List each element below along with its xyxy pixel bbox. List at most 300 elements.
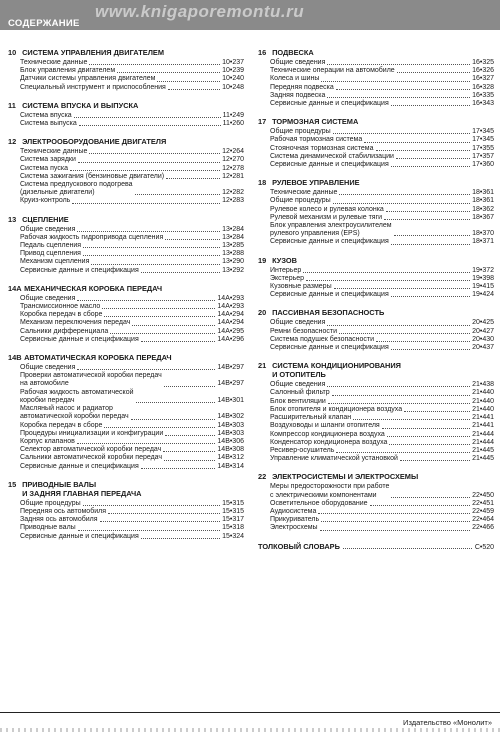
toc-section xyxy=(258,117,494,169)
section-title: ЭЛЕКТРООБОРУДОВАНИЕ ДВИГАТЕЛЯ xyxy=(22,137,167,147)
toc-entry[interactable] xyxy=(8,173,244,181)
toc-entry-label: Блок отопителя и кондиционера воздуха xyxy=(270,405,403,413)
toc-entry-page: 14A•293 xyxy=(217,303,244,311)
toc-entry-page: 14B•303 xyxy=(217,429,244,437)
toc-entry-page: 22•459 xyxy=(472,507,494,515)
toc-entry-label: Рабочая жидкость гидропривода сцепления xyxy=(20,233,164,241)
toc-entry[interactable] xyxy=(258,67,494,75)
toc-entry[interactable] xyxy=(258,455,494,463)
dot-leader xyxy=(164,386,216,387)
toc-entry[interactable] xyxy=(258,197,494,205)
section-title: ПРИВОДНЫЕ ВАЛЫ И ЗАДНЯЯ ГЛАВНАЯ ПЕРЕДАЧА xyxy=(22,479,142,498)
toc-entry-label: Сервисные данные и спецификация xyxy=(20,462,139,470)
dot-leader xyxy=(102,308,215,309)
toc-entry-label: Сервисные данные и спецификация xyxy=(270,344,389,352)
toc-section xyxy=(258,256,494,300)
toc-entry[interactable] xyxy=(258,206,494,214)
toc-entry-label: Компрессор кондиционера воздуха xyxy=(270,430,385,438)
toc-entry[interactable] xyxy=(258,516,494,524)
dot-leader xyxy=(376,150,471,151)
toc-entry[interactable] xyxy=(8,295,244,303)
toc-entry-page: 15•324 xyxy=(222,532,244,540)
toc-entry[interactable] xyxy=(8,258,244,266)
dot-leader xyxy=(306,280,470,281)
toc-entry-label: Рулевое колесо и рулевая колонка xyxy=(270,205,384,213)
section-heading xyxy=(258,361,494,381)
watermark-text: www.knigaporemontu.ru xyxy=(95,2,305,21)
toc-entry-page: 17•345 xyxy=(472,136,494,144)
toc-entry[interactable] xyxy=(258,414,494,422)
toc-entry[interactable] xyxy=(8,438,244,446)
toc-entry[interactable] xyxy=(8,242,244,250)
toc-entry-label: Блок управления электроусилителем рулевого управления (EPS) xyxy=(270,222,392,238)
toc-entry[interactable] xyxy=(8,120,244,128)
dot-leader xyxy=(108,513,220,514)
dot-leader xyxy=(141,341,216,342)
dot-leader xyxy=(391,166,470,167)
section-heading xyxy=(258,256,494,267)
toc-entry-label: Передняя подвеска xyxy=(270,83,334,91)
toc-entry-label: Меры предосторожности при работе с электрическими компонентами xyxy=(270,483,390,499)
dot-leader xyxy=(389,444,470,445)
dot-leader xyxy=(165,435,215,436)
toc-entry-page: 22•450 xyxy=(472,491,494,499)
toc-entry-label: Проверки автоматической коробки передач на автомобиле xyxy=(20,372,162,388)
toc-entry[interactable] xyxy=(258,389,494,397)
section-title: МЕХАНИЧЕСКАЯ КОРОБКА ПЕРЕДАЧ xyxy=(24,283,163,293)
toc-entry-label: Коробка передач в сборе xyxy=(20,311,103,319)
toc-entry[interactable] xyxy=(8,500,244,508)
section-title: ПАССИВНАЯ БЕЗОПАСНОСТЬ xyxy=(272,308,385,318)
toc-entry-label: Сервисные данные и спецификация xyxy=(20,532,139,540)
toc-entry[interactable] xyxy=(258,336,494,344)
glossary-page: C•520 xyxy=(474,543,494,551)
toc-entry-page: 21•440 xyxy=(472,397,494,405)
toc-entry[interactable] xyxy=(8,463,244,471)
toc-entry[interactable] xyxy=(258,100,494,108)
toc-entry-label: Технические данные xyxy=(20,59,88,66)
section-heading xyxy=(8,137,244,148)
dot-leader xyxy=(336,452,470,453)
toc-entry-label: Система зарядки xyxy=(20,156,76,164)
toc-entry[interactable] xyxy=(8,430,244,438)
toc-entry-label: Управление климатической установкой xyxy=(270,455,398,463)
toc-section xyxy=(8,284,244,344)
section-number: 12 xyxy=(8,137,17,147)
dot-leader xyxy=(117,72,220,73)
toc-entry-page: 22•466 xyxy=(472,524,494,532)
toc-entry[interactable] xyxy=(8,508,244,516)
toc-entry[interactable] xyxy=(8,454,244,462)
section-heading xyxy=(8,353,244,364)
toc-entry[interactable] xyxy=(258,328,494,336)
toc-entry-label: Сальники автоматической коробки передач xyxy=(20,454,163,462)
toc-entry-label: Воздуховоды и шланги отопителя xyxy=(270,422,380,430)
toc-entry[interactable] xyxy=(258,59,494,67)
toc-entry-page: 14B•306 xyxy=(217,437,244,445)
toc-entry[interactable] xyxy=(258,422,494,430)
toc-entry[interactable] xyxy=(8,59,244,67)
toc-section xyxy=(258,361,494,463)
toc-entry-label: Блок вентиляции xyxy=(270,397,326,405)
toc-entry[interactable] xyxy=(258,398,494,406)
toc-entry-label: Процедуры инициализации и конфигурации xyxy=(20,429,164,437)
toc-section xyxy=(258,178,494,246)
toc-entry-page: 21•441 xyxy=(472,422,494,430)
toc-entry-page: 12•282 xyxy=(222,189,244,197)
section-title: СИСТЕМА КОНДИЦИОНИРОВАНИЯ И ОТОПИТЕЛЬ xyxy=(272,361,401,380)
toc-entry-label: Круиз-контроль xyxy=(20,197,71,205)
toc-entry[interactable] xyxy=(8,165,244,173)
section-title: ПОДВЕСКА xyxy=(272,48,314,57)
toc-entry-page: 13•292 xyxy=(222,266,244,274)
toc-entry[interactable] xyxy=(8,405,244,421)
toc-entry-page: 14A•296 xyxy=(217,335,244,343)
toc-entry-label: Система впуска xyxy=(20,111,72,119)
toc-entry[interactable] xyxy=(8,112,244,120)
dot-leader xyxy=(391,349,470,350)
toc-entry-page: 21•444 xyxy=(472,430,494,438)
toc-entry-label: Рабочая жидкость автоматической коробки передач xyxy=(20,388,134,404)
toc-entry-page: 14B•312 xyxy=(217,454,244,462)
section-title: ТОРМОЗНАЯ СИСТЕМА xyxy=(272,117,359,127)
dot-leader xyxy=(157,81,220,82)
toc-entry[interactable] xyxy=(258,447,494,455)
dot-leader xyxy=(396,158,470,159)
toc-entry-label: Электросхемы xyxy=(270,524,318,532)
toc-entry-label: Салонный фильтр xyxy=(270,389,330,397)
dot-leader xyxy=(104,427,215,428)
dot-leader xyxy=(89,153,220,154)
dot-leader xyxy=(168,89,220,90)
toc-entry-label: Прикуриватель xyxy=(270,516,320,524)
toc-entry-label: Ресивер-осушитель xyxy=(270,446,335,454)
toc-entry-page: 13•284 xyxy=(222,233,244,241)
section-number: 19 xyxy=(258,255,267,265)
dot-leader xyxy=(83,255,220,256)
dot-leader xyxy=(77,300,215,301)
toc-entry[interactable] xyxy=(258,291,494,299)
toc-entry[interactable] xyxy=(258,75,494,83)
section-title: ЭЛЕКТРОСИСТЕМЫ И ЭЛЕКТРОСХЕМЫ xyxy=(272,472,419,482)
dot-leader xyxy=(327,325,470,326)
toc-entry-label: Сервисные данные и спецификация xyxy=(270,238,389,246)
toc-entry[interactable] xyxy=(258,483,494,499)
toc-entry-label: Система выпуска xyxy=(20,120,77,128)
toc-entry[interactable] xyxy=(8,389,244,405)
toc-section xyxy=(8,480,244,541)
dot-leader xyxy=(100,521,221,522)
section-heading xyxy=(8,215,244,226)
dot-leader xyxy=(79,125,221,126)
toc-entry[interactable] xyxy=(258,500,494,508)
dot-leader xyxy=(78,162,220,163)
toc-entry-label: Сальники дифференциала xyxy=(20,327,109,335)
toc-entry[interactable] xyxy=(8,84,244,92)
toc-entry[interactable] xyxy=(258,136,494,144)
section-title: КУЗОВ xyxy=(272,255,297,265)
toc-entry-page: 16•328 xyxy=(472,83,494,91)
toc-entry[interactable] xyxy=(8,67,244,75)
toc-section xyxy=(8,101,244,128)
section-heading xyxy=(8,48,244,59)
dot-leader xyxy=(336,89,470,90)
toc-entry[interactable] xyxy=(8,516,244,524)
toc-entry-label: Конденсатор кондиционера воздуха xyxy=(270,438,388,446)
toc-entry-page: 13•290 xyxy=(222,258,244,266)
toc-entry-page: 20•425 xyxy=(472,319,494,327)
toc-entry-page: 13•285 xyxy=(222,242,244,250)
toc-entry-label: Трансмиссионное масло xyxy=(20,303,101,311)
dot-leader xyxy=(83,247,220,248)
toc-entry[interactable] xyxy=(258,508,494,516)
toc-entry[interactable] xyxy=(258,145,494,153)
toc-entry[interactable] xyxy=(8,422,244,430)
toc-entry-label: Ремни безопасности xyxy=(270,327,338,335)
toc-entry-label: Передняя ось автомобиля xyxy=(20,507,106,515)
dot-leader xyxy=(165,239,220,240)
toc-entry-label: Система пуска xyxy=(20,164,68,172)
section-number: 22 xyxy=(258,472,267,482)
toc-entry-label: Стояночная тормозная система xyxy=(270,144,374,152)
glossary-entry[interactable] xyxy=(258,542,494,551)
dot-leader xyxy=(339,333,470,334)
toc-entry-label: Задняя подвеска xyxy=(270,91,326,99)
dot-leader xyxy=(332,395,470,396)
toc-entry-label: Система подушек безопасности xyxy=(270,335,375,343)
section-heading xyxy=(258,308,494,319)
toc-entry-page: 18•367 xyxy=(472,213,494,221)
toc-entry-label: Общие сведения xyxy=(20,225,76,233)
toc-right-column xyxy=(258,48,494,551)
toc-entry-page: 16•335 xyxy=(472,91,494,99)
page-header xyxy=(0,0,500,30)
dot-leader xyxy=(77,443,216,444)
section-heading xyxy=(8,480,244,500)
toc-entry[interactable] xyxy=(258,319,494,327)
toc-entry-page: 10•239 xyxy=(222,67,244,75)
dot-leader xyxy=(77,369,215,370)
toc-entry-label: Кузовные размеры xyxy=(270,283,332,291)
toc-entry-page: 11•260 xyxy=(222,120,244,128)
toc-entry-label: Колеса и шины xyxy=(270,75,320,83)
toc-entry[interactable] xyxy=(8,336,244,344)
dot-leader xyxy=(72,203,220,204)
dot-leader xyxy=(110,333,215,334)
toc-entry-page: 19•372 xyxy=(472,266,494,274)
dot-leader xyxy=(318,513,470,514)
toc-entry[interactable] xyxy=(8,524,244,532)
toc-entry-label: Система динамической стабилизации xyxy=(270,152,394,160)
dot-leader xyxy=(91,264,220,265)
toc-entry[interactable] xyxy=(258,406,494,414)
publisher-label: Издательство «Монолит» xyxy=(403,718,492,727)
section-number: 17 xyxy=(258,117,267,127)
toc-entry[interactable] xyxy=(258,275,494,283)
toc-entry-page: 10•248 xyxy=(222,83,244,91)
dot-leader xyxy=(387,436,470,437)
toc-entry-label: Механизм сцепления xyxy=(20,258,90,266)
dot-leader xyxy=(391,105,470,106)
toc-entry-page: 19•398 xyxy=(472,274,494,282)
toc-entry-page: 21•441 xyxy=(472,414,494,422)
section-heading xyxy=(8,284,244,295)
section-title: СИСТЕМА УПРАВЛЕНИЯ ДВИГАТЕЛЕМ xyxy=(22,48,164,57)
toc-entry-label: Экстерьер xyxy=(270,274,305,282)
toc-entry-label: Общие процедуры xyxy=(270,197,331,205)
toc-entry[interactable] xyxy=(8,148,244,156)
toc-entry-page: 14A•293 xyxy=(217,294,244,302)
toc-entry-label: Общие сведения xyxy=(270,381,326,389)
dot-leader xyxy=(394,235,471,236)
toc-entry[interactable] xyxy=(258,439,494,447)
toc-entry[interactable] xyxy=(8,533,244,541)
toc-entry-label: Технические данные xyxy=(270,189,338,197)
dot-leader xyxy=(141,272,220,273)
section-heading xyxy=(258,178,494,189)
toc-entry-page: 14B•303 xyxy=(217,421,244,429)
dot-leader xyxy=(333,203,470,204)
toc-entry[interactable] xyxy=(258,344,494,352)
toc-entry[interactable] xyxy=(8,267,244,275)
toc-entry[interactable] xyxy=(8,250,244,258)
toc-entry-page: 15•315 xyxy=(222,499,244,507)
toc-entry-page: 14B•302 xyxy=(217,413,244,421)
toc-entry-label: Сервисные данные и спецификация xyxy=(270,161,389,169)
toc-entry-page: 21•440 xyxy=(472,389,494,397)
toc-entry[interactable] xyxy=(258,431,494,439)
toc-entry-label: Общие сведения xyxy=(270,59,326,66)
toc-entry[interactable] xyxy=(258,222,494,238)
toc-entry-page: 15•318 xyxy=(222,524,244,532)
dot-leader xyxy=(78,530,220,531)
dot-leader xyxy=(397,72,470,73)
toc-entry[interactable] xyxy=(258,524,494,532)
dot-leader xyxy=(70,170,220,171)
toc-section xyxy=(258,472,494,532)
toc-entry-page: 14A•294 xyxy=(217,319,244,327)
toc-entry-page: 16•325 xyxy=(472,59,494,66)
dot-leader xyxy=(391,296,470,297)
toc-entry[interactable] xyxy=(258,267,494,275)
toc-entry[interactable] xyxy=(8,372,244,388)
toc-entry-label: Рабочая тормозная система xyxy=(270,136,363,144)
toc-entry[interactable] xyxy=(8,75,244,83)
toc-entry[interactable] xyxy=(8,319,244,327)
dot-leader xyxy=(384,219,470,220)
bottom-crop-strip xyxy=(0,728,500,732)
toc-section xyxy=(8,215,244,275)
dot-leader xyxy=(141,538,220,539)
toc-entry-label: Педаль сцепления xyxy=(20,242,82,250)
toc-entry-label: Приводные валы xyxy=(20,524,76,532)
toc-entry-label: Селектор автоматической коробки передач xyxy=(20,446,162,454)
toc-entry-label: Общие сведения xyxy=(20,364,76,372)
toc-entry-label: Задняя ось автомобиля xyxy=(20,516,98,524)
section-number: 14B xyxy=(8,353,22,363)
dot-leader xyxy=(391,497,470,498)
toc-entry[interactable] xyxy=(258,92,494,100)
glossary-label: ТОЛКОВЫЙ СЛОВАРЬ xyxy=(258,541,340,551)
toc-entry-label: Общие сведения xyxy=(270,319,326,327)
toc-entry-page: 11•249 xyxy=(222,111,244,119)
toc-entry-label: Сервисные данные и спецификация xyxy=(270,100,389,108)
toc-entry-page: 14B•301 xyxy=(217,396,244,404)
section-number: 10 xyxy=(8,48,17,57)
dot-leader xyxy=(166,178,220,179)
toc-entry[interactable] xyxy=(8,234,244,242)
toc-entry-label: Общие сведения xyxy=(20,294,76,302)
toc-entry-page: 10•237 xyxy=(222,59,244,66)
dot-leader xyxy=(327,64,470,65)
toc-entry-page: 18•361 xyxy=(472,197,494,205)
section-heading xyxy=(258,117,494,128)
toc-entry[interactable] xyxy=(8,197,244,205)
section-number: 21 xyxy=(258,361,267,371)
toc-entry[interactable] xyxy=(258,283,494,291)
toc-entry-page: 22•451 xyxy=(472,499,494,507)
toc-entry-label: Рулевой механизм и рулевые тяги xyxy=(270,213,383,221)
toc-entry[interactable] xyxy=(8,226,244,234)
toc-section xyxy=(8,353,244,471)
toc-entry-page: 14A•294 xyxy=(217,311,244,319)
toc-entry-label: Привод сцепления xyxy=(20,250,81,258)
toc-entry[interactable] xyxy=(8,156,244,164)
toc-entry-page: 17•345 xyxy=(472,128,494,136)
dot-leader xyxy=(77,231,220,232)
toc-entry-page: 16•343 xyxy=(472,100,494,108)
toc-entry-page: 16•327 xyxy=(472,75,494,83)
toc-entry[interactable] xyxy=(258,161,494,169)
toc-entry[interactable] xyxy=(258,214,494,222)
dot-leader xyxy=(320,530,471,531)
toc-entry[interactable] xyxy=(8,181,244,197)
dot-leader xyxy=(400,460,470,461)
toc-entry[interactable] xyxy=(258,238,494,246)
dot-leader xyxy=(404,411,470,412)
dot-leader xyxy=(327,97,470,98)
dot-leader xyxy=(135,194,221,195)
dot-leader xyxy=(131,419,216,420)
dot-leader xyxy=(83,505,220,506)
dot-leader xyxy=(386,211,470,212)
toc-entry[interactable] xyxy=(258,84,494,92)
section-title: РУЛЕВОЕ УПРАВЛЕНИЕ xyxy=(272,178,360,188)
toc-entry-label: Блок управления двигателем xyxy=(20,67,116,75)
toc-entry[interactable] xyxy=(258,153,494,161)
section-number: 14A xyxy=(8,283,22,293)
section-heading xyxy=(258,472,494,483)
toc-entry-label: Сервисные данные и спецификация xyxy=(20,335,139,343)
section-heading xyxy=(258,48,494,59)
toc-entry-page: 14B•314 xyxy=(217,462,244,470)
toc-entry-page: 17•355 xyxy=(472,144,494,152)
toc-section xyxy=(258,308,494,352)
dot-leader xyxy=(141,468,216,469)
dot-leader xyxy=(333,133,470,134)
toc-entry[interactable] xyxy=(8,328,244,336)
toc-entry[interactable] xyxy=(8,311,244,319)
toc-entry-page: 12•281 xyxy=(222,172,244,180)
toc-entry-page: 17•357 xyxy=(472,152,494,160)
section-title: АВТОМАТИЧЕСКАЯ КОРОБКА ПЕРЕДАЧ xyxy=(24,353,172,363)
dot-leader xyxy=(339,194,470,195)
toc-entry-page: 12•283 xyxy=(222,197,244,205)
toc-section xyxy=(8,48,244,92)
section-title: СЦЕПЛЕНИЕ xyxy=(22,214,69,224)
page-title: СОДЕРЖАНИЕ xyxy=(8,18,80,29)
toc-entry-page: 15•317 xyxy=(222,516,244,524)
